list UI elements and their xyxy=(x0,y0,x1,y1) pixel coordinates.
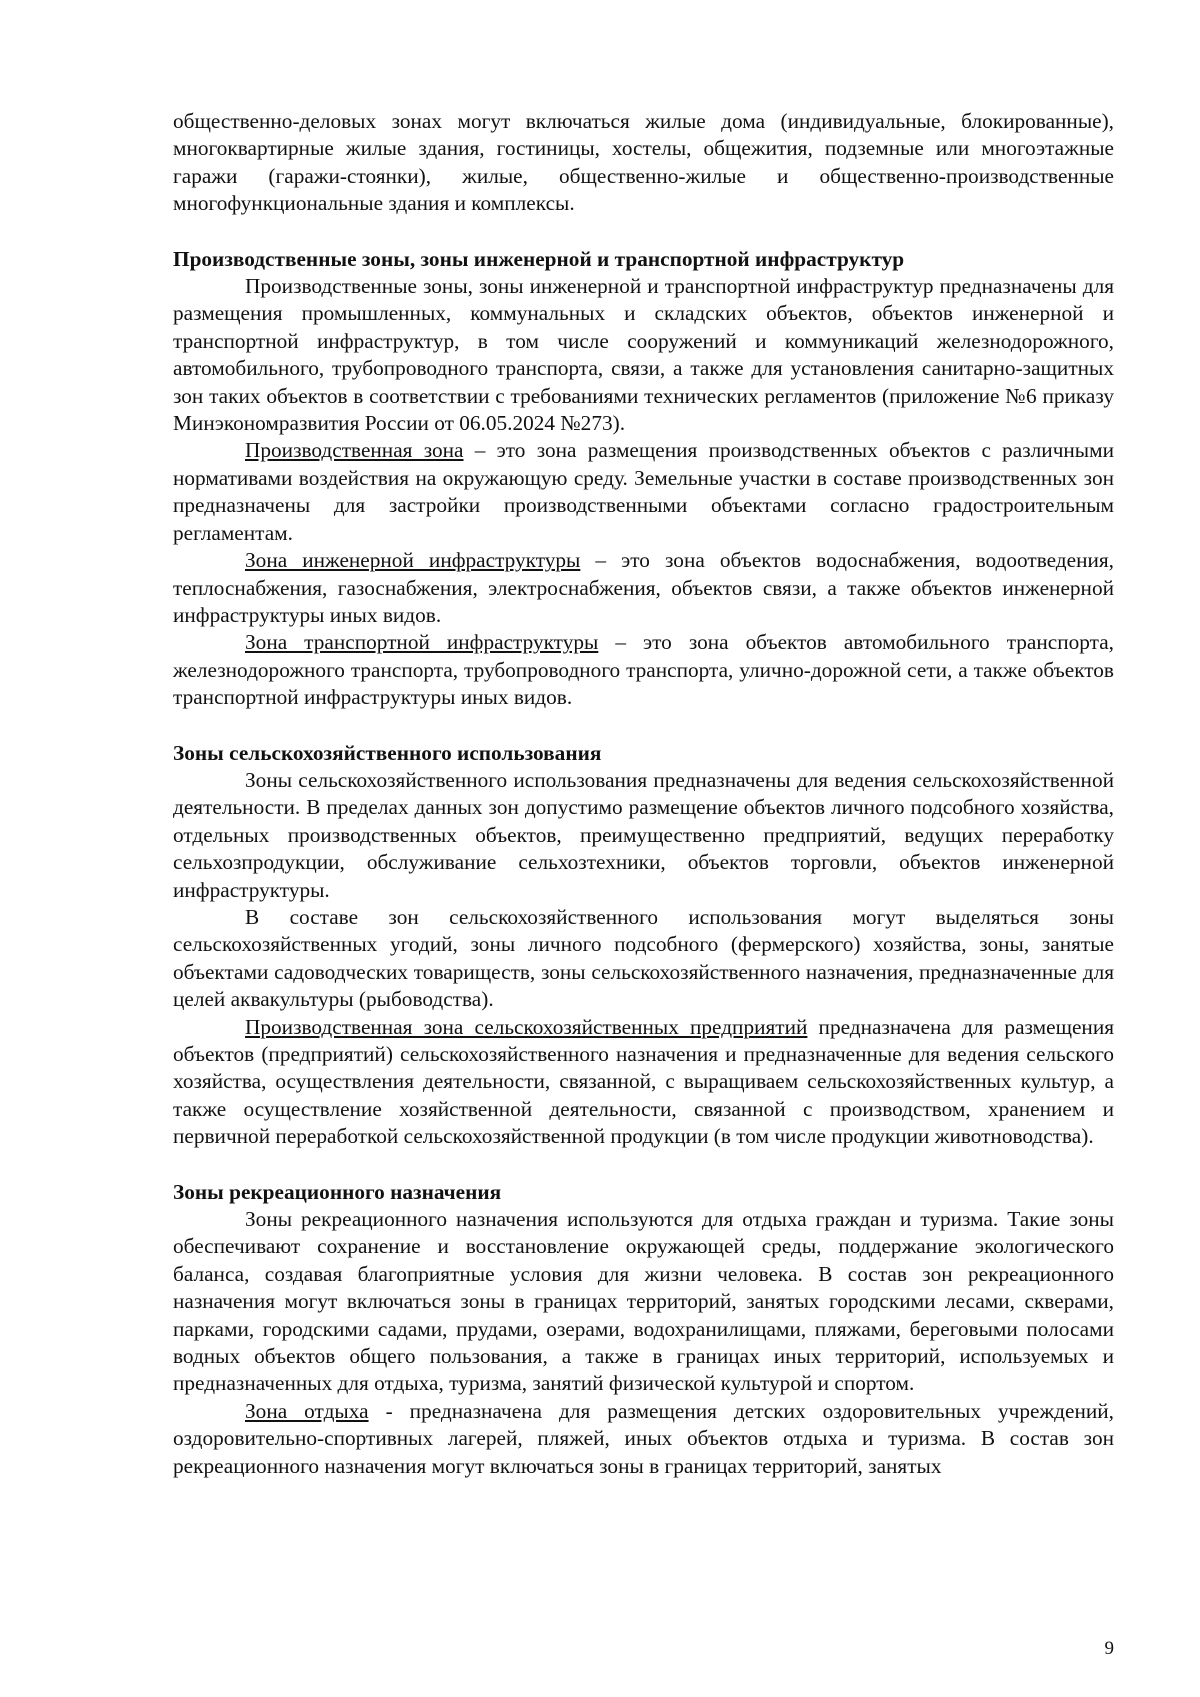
paragraph-definition xyxy=(173,1014,1114,1151)
paragraph-definition xyxy=(173,629,1114,711)
paragraph: Зоны сельскохозяйственного использования предназначены для ведения сельскохозяйственной деятельности. В пределах данных зон допустимо размещение объектов личного подсобного хозяйства, отдельных производственных объектов, преимущественно предприятий, ведущих переработку сельхозпродукции, обслуживание сельхозтехники, объектов торговли, объектов инженерной инфраструктуры. xyxy=(173,767,1114,902)
definition-text: предназначена для размещения объектов (предприятий) сельскохозяйственного назначения и предназначенные для ведения сельского хозяйства, осуществления деятельности, связанной, с выращиваем сельскохозяйственных культур, а также осуществление хозяйственной деятельности, связанной с производством, хранением и первичной переработкой сельскохозяйственной продукции (в том числе продукции животноводства). xyxy=(173,1014,1115,1149)
paragraph-definition xyxy=(173,437,1114,547)
section-heading: Производственные зоны, зоны инженерной и транспортной инфраструктур xyxy=(173,246,905,271)
paragraph: Зоны рекреационного назначения используются для отдыха граждан и туризма. Такие зоны обеспечивают сохранение и восстановление окружающей среды, поддержание экологического баланса, создавая благоприятные условия для жизни человека. В состав зон рекреационного назначения могут включаться зоны в границах территорий, занятых городскими лесами, скверами, парками, городскими садами, прудами, озерами, водохранилищами, пляжами, береговыми полосами водных объектов общего пользования, а также в границах иных территорий, используемых и предназначенных для отдыха, туризма, занятий физической культурой и спортом. xyxy=(173,1207,1114,1396)
definition-text: – это зона объектов автомобильного транспорта, железнодорожного транспорта, трубопроводного транспорта, улично-дорожной сети, а также объектов транспортной инфраструктуры иных видов. xyxy=(173,630,1114,710)
paragraph: Производственные зоны, зоны инженерной и транспортной инфраструктур предназначены для размещения промышленных, коммунальных и складских объектов, объектов инженерной и транспортной инфраструктур, в том числе сооружений и коммуникаций железнодорожного, автомобильного, трубопроводного транспорта, связи, а также для установления санитарно-защитных зон таких объектов в соответствии с требованиями технических регламентов (приложение №6 приказу Минэкономразвития России от 06.05.2024 №273). xyxy=(173,274,1114,436)
definition-text: – это зона размещения производственных объектов с различными нормативами воздействия на окружающую среду. Земельные участки в составе производственных зон предназначены для застройки производственными объектами согласно градостроительным регламентам. xyxy=(173,438,1114,545)
intro-paragraph: общественно-деловых зонах могут включаться жилые дома (индивидуальные, блокированные), многоквартирные жилые здания, гостиницы, хостелы, общежития, подземные или многоэтажные гаражи (гаражи-стоянки), жилые, общественно-жилые и общественно-производственные многофункциональные здания и комплексы. xyxy=(173,109,1114,216)
defined-term: Производственная зона xyxy=(245,438,464,463)
paragraph: В составе зон сельскохозяйственного использования могут выделяться зоны сельскохозяйственных угодий, зоны личного подсобного (фермерского) хозяйства, зоны, занятые объектами садоводческих товариществ, зоны сельскохозяйственного назначения, предназначенные для целей аквакультуры (рыбоводства). xyxy=(173,904,1114,1012)
defined-term: Зона инженерной инфраструктуры xyxy=(245,548,581,573)
page-number: 9 xyxy=(1104,1638,1114,1659)
section-recreation-zones xyxy=(173,1179,1114,1480)
paragraph-definition xyxy=(173,547,1114,629)
section-heading: Зоны сельскохозяйственного использования xyxy=(173,740,602,765)
definition-text: – это зона объектов водоснабжения, водоотведения, теплоснабжения, газоснабжения, электроснабжения, объектов связи, а также объектов инженерной инфраструктуры иных видов. xyxy=(173,548,1114,627)
section-agricultural-zones xyxy=(173,740,1114,1151)
defined-term: Зона транспортной инфраструктуры xyxy=(245,630,599,655)
defined-term: Зона отдыха xyxy=(245,1398,369,1423)
section-industrial-zones xyxy=(173,246,1114,712)
defined-term: Производственная зона сельскохозяйственных предприятий xyxy=(245,1014,808,1039)
paragraph-definition xyxy=(173,1398,1114,1480)
section-heading: Зоны рекреационного назначения xyxy=(173,1179,502,1204)
definition-text: - предназначена для размещения детских оздоровительных учреждений, оздоровительно-спортивных лагерей, пляжей, иных объектов отдыха и туризма. В состав зон рекреационного назначения могут включаться зоны в границах территорий, занятых xyxy=(173,1398,1114,1478)
